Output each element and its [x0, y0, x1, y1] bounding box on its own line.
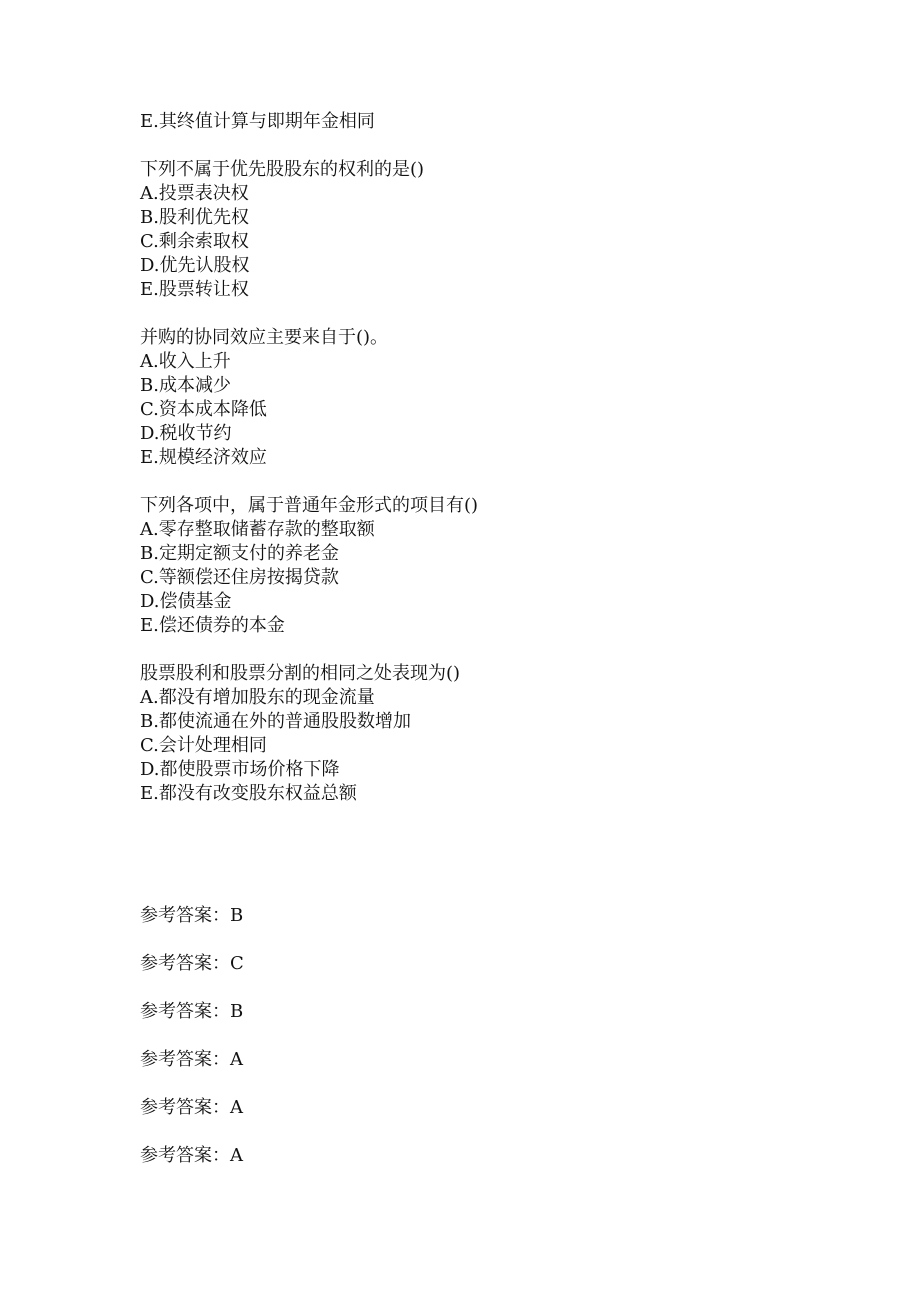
option-e: E.规模经济效应: [140, 447, 267, 468]
option-c: C.资本成本降低: [140, 399, 267, 420]
option-e: E.股票转让权: [140, 279, 249, 300]
option-a: A.收入上升: [140, 351, 231, 372]
option-d: D.优先认股权: [140, 255, 250, 276]
option-c: C.剩余索取权: [140, 231, 249, 252]
option-a: A.零存整取储蓄存款的整取额: [140, 519, 375, 540]
option-d: D.都使股票市场价格下降: [140, 759, 340, 780]
option-b: B.都使流通在外的普通股股数增加: [140, 711, 411, 732]
question-stem: 股票股利和股票分割的相同之处表现为(): [140, 663, 461, 684]
option-e: E.偿还债券的本金: [140, 615, 285, 636]
option-b: B.股利优先权: [140, 207, 249, 228]
question-stem: 下列不属于优先股股东的权利的是(): [140, 159, 425, 180]
option-e: E.都没有改变股东权益总额: [140, 783, 357, 804]
option-d: D.偿债基金: [140, 591, 232, 612]
fragment-option: E.其终值计算与即期年金相同: [140, 111, 375, 132]
document-body: [140, 110, 840, 806]
answer-2: 参考答案：C: [140, 953, 244, 974]
answer-1: 参考答案：B: [140, 905, 244, 926]
answer-4: 参考答案：A: [140, 1049, 243, 1070]
option-c: C.等额偿还住房按揭贷款: [140, 567, 339, 588]
option-b: B.成本减少: [140, 375, 231, 396]
option-a: A.投票表决权: [140, 183, 249, 204]
answer-6: 参考答案：A: [140, 1145, 243, 1166]
question-stem: 并购的协同效应主要来自于()。: [140, 327, 389, 348]
option-c: C.会计处理相同: [140, 735, 267, 756]
question-2: [140, 326, 840, 470]
answer-key: [140, 904, 540, 1192]
option-d: D.税收节约: [140, 423, 232, 444]
option-b: B.定期定额支付的养老金: [140, 543, 339, 564]
answer-5: 参考答案：A: [140, 1097, 243, 1118]
question-1: [140, 158, 840, 302]
question-3: [140, 494, 840, 638]
option-a: A.都没有增加股东的现金流量: [140, 687, 375, 708]
question-4: [140, 662, 840, 806]
question-stem: 下列各项中，属于普通年金形式的项目有(): [140, 495, 479, 516]
answer-3: 参考答案：B: [140, 1001, 244, 1022]
